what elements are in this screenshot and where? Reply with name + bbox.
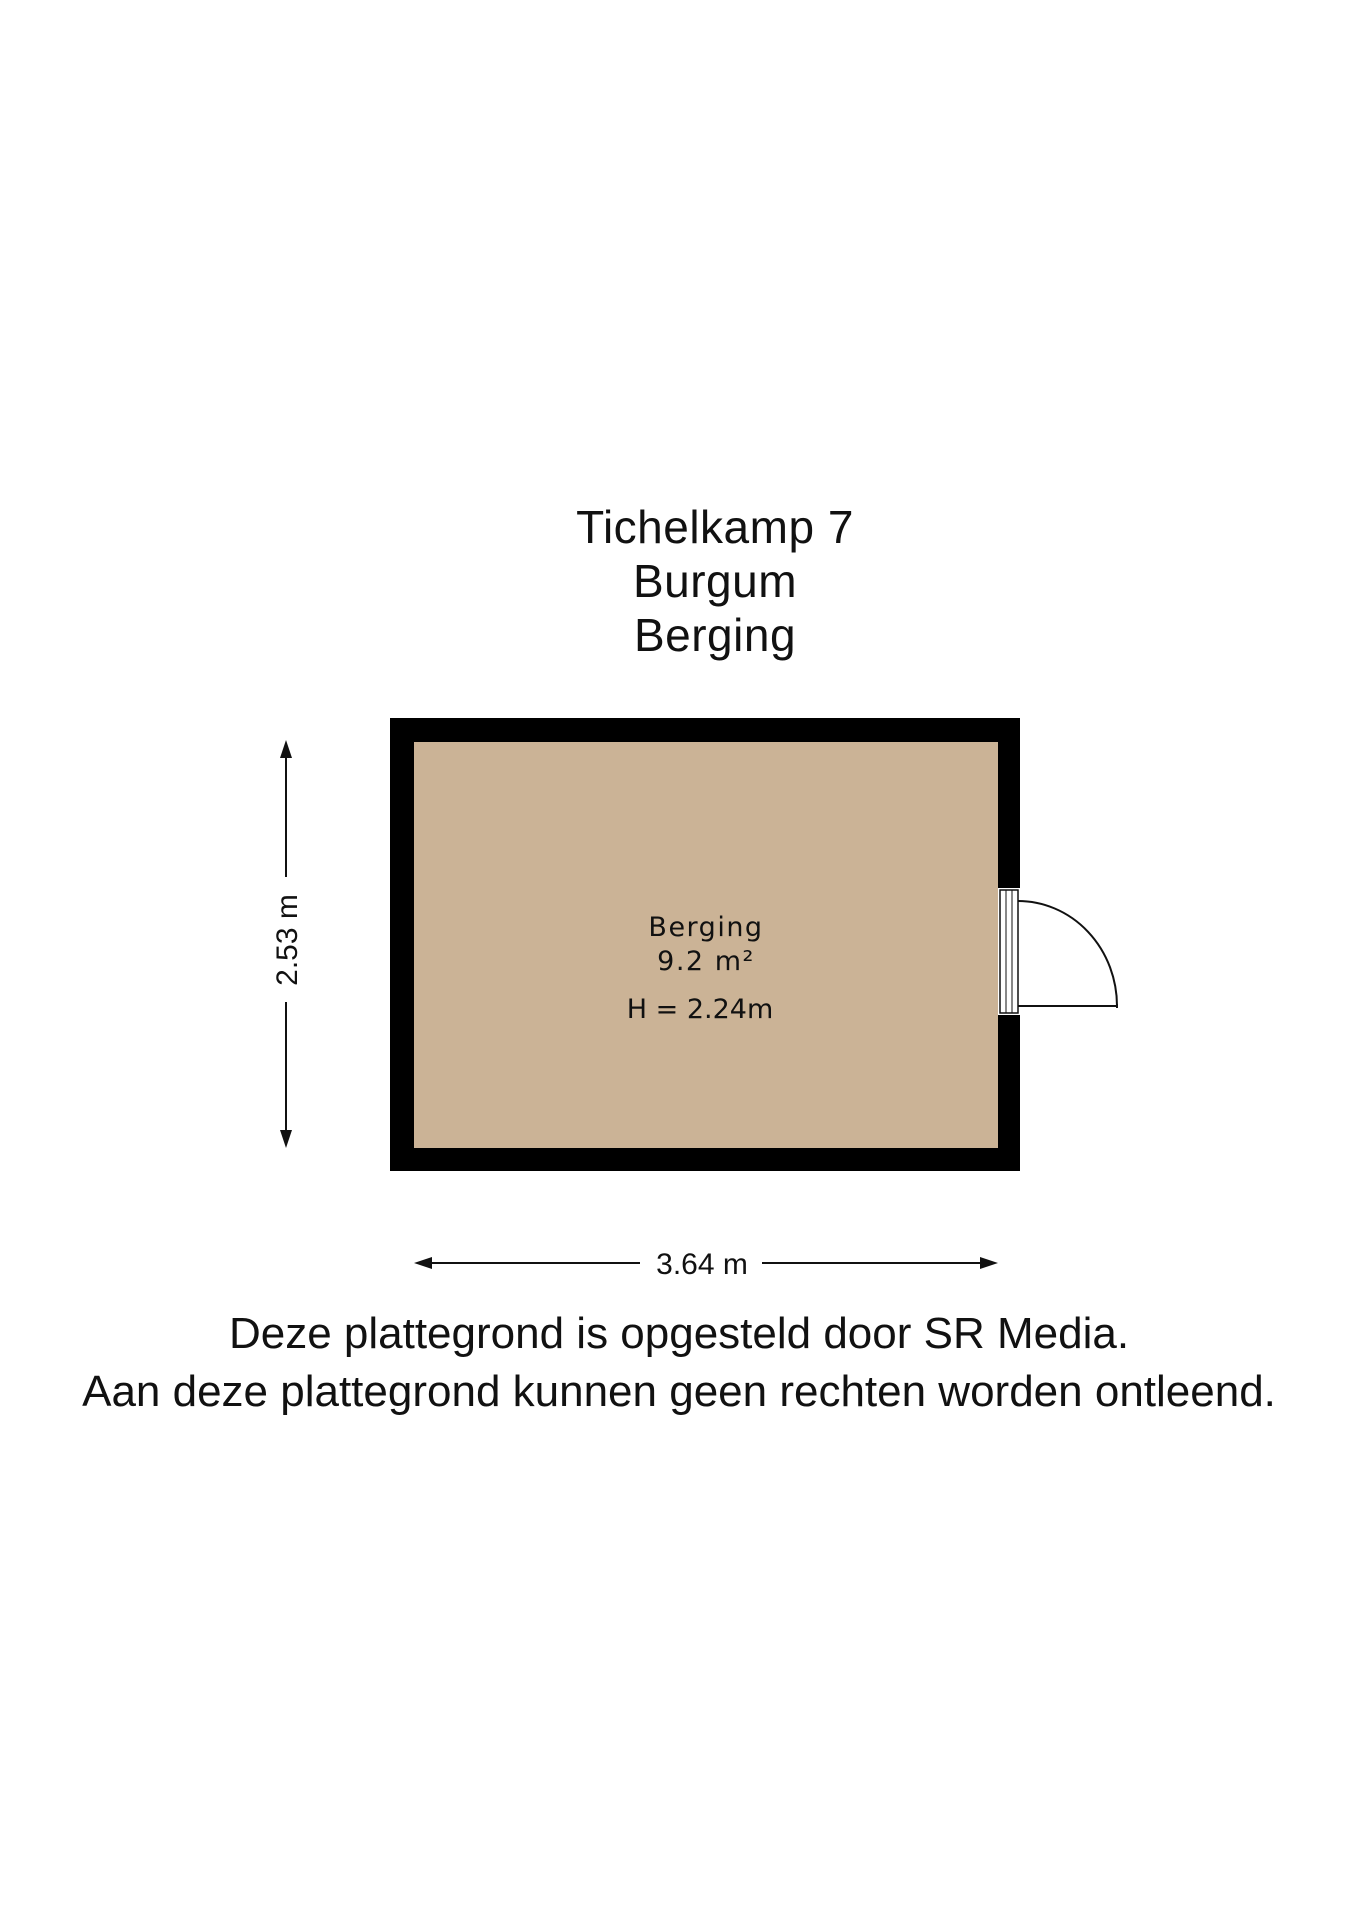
disclaimer-line-2: Aan deze plattegrond kunnen geen rechten worden ontleend. [82, 1367, 1276, 1416]
floor-line: Berging [633, 609, 797, 661]
width-dimension-label: 3.64 m [656, 1248, 748, 1281]
door-swing [1018, 901, 1117, 1008]
height-dimension [271, 740, 304, 1148]
arrow-down-icon [280, 1130, 292, 1148]
address-line: Tichelkamp 7 [576, 501, 854, 553]
width-dimension [414, 1248, 998, 1281]
room-area: 9.2 m² [657, 946, 755, 977]
disclaimer-line-1: Deze plattegrond is opgesteld door SR Media. [228, 1309, 1130, 1358]
height-dimension-label: 2.53 m [271, 894, 304, 986]
room-height: H = 2.24m [626, 994, 774, 1025]
arrow-left-icon [414, 1257, 432, 1269]
city-line: Burgum [632, 555, 798, 607]
room-name: Berging [648, 912, 764, 943]
arrow-up-icon [280, 740, 292, 758]
arrow-right-icon [980, 1257, 998, 1269]
door-frame [1000, 890, 1018, 1013]
disclaimer [0, 1305, 1358, 1421]
room-floor [414, 742, 998, 1148]
